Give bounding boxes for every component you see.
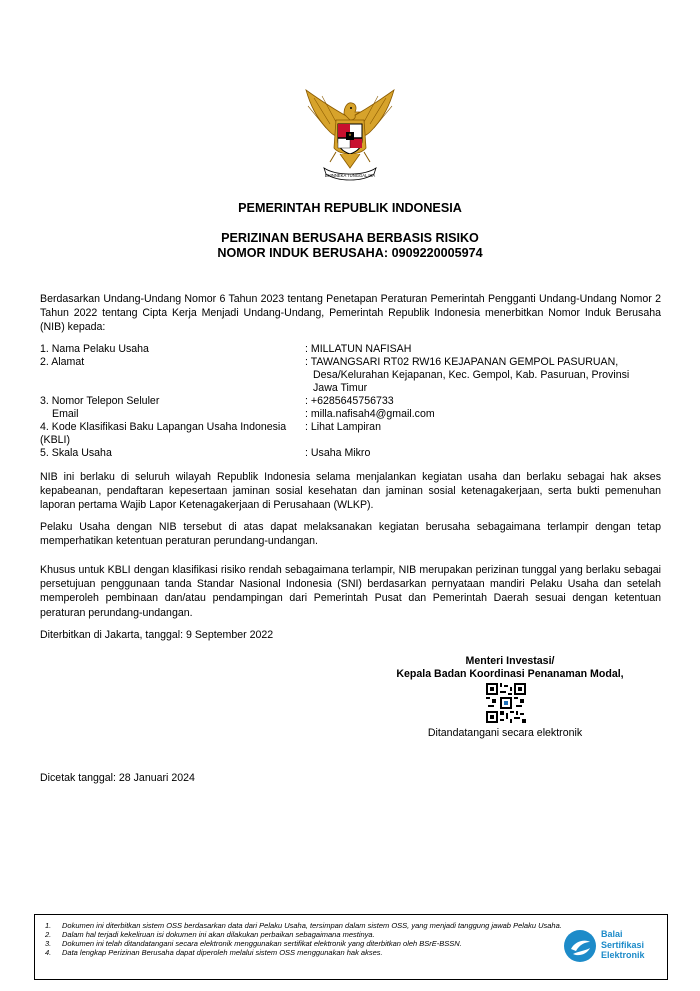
intro-paragraph: Berdasarkan Undang-Undang Nomor 6 Tahun 2023 tentang Penetapan Peraturan Pemerintah Pengganti Undang-Undang Nomor 2 Tahun 2022 tentang Cipta Kerja Menjadi Undang-Undang, Pemerintah Republik Indonesia menerbitkan Nomor Induk Berusaha (NIB) kepada: [40, 293, 661, 334]
detail-label: 5. Skala Usaha [40, 447, 112, 459]
government-title: PEMERINTAH REPUBLIK INDONESIA [238, 201, 462, 215]
validity-paragraph: NIB ini berlaku di seluruh wilayah Republik Indonesia selama menjalankan kegiatan usaha dan berlaku sebagai hak akses kepabeanan, pendaftaran kepesertaan jaminan sosial kesehatan dan jaminan sosial ketenagakerjaan, serta bukti pemenuhan laporan pertama Wajib Lapor Ketenagakerjaan di Perusahaan (WLKP). [40, 471, 661, 512]
detail-row-kbli [40, 421, 661, 447]
footer-note: 4. Data lengkap Perizinan Berusaha dapat diperoleh melalui sistem OSS menggunakan hak akses. [45, 948, 383, 957]
detail-row-email [40, 408, 661, 421]
detail-row-name [40, 343, 661, 356]
detail-label: 1. Nama Pelaku Usaha [40, 343, 149, 355]
detail-label: 3. Nomor Telepon Seluler [40, 395, 160, 407]
footer-notes-list [45, 921, 565, 957]
detail-value: : TAWANGSARI RT02 RW16 KEJAPANAN GEMPOL PASURUAN, [305, 356, 619, 368]
garuda-emblem-icon [300, 88, 400, 184]
detail-value: : Usaha Mikro [305, 447, 371, 459]
document-title: PERIZINAN BERUSAHA BERBASIS RISIKO [221, 231, 479, 245]
detail-label: 4. Kode Klasifikasi Baku Lapangan Usaha Indonesia (KBLI) [40, 421, 287, 446]
bsre-logo-text: Balai Sertifikasi Elektronik [601, 929, 645, 960]
detail-label: 2. Alamat [40, 356, 85, 368]
detail-value: : MILLATUN NAFISAH [305, 343, 412, 355]
detail-value: : Lihat Lampiran [305, 421, 381, 433]
sni-paragraph: Khusus untuk KBLI dengan klasifikasi risiko rendah sebagaimana terlampir, NIB merupakan perizinan tunggal yang berlaku sebagai persetujuan penggunaan tanda Standar Nasional Indonesia (SNI) berdasarkan pernyataan mandiri Pelaku Usaha dan setelah memperoleh pembinaan dan/atau pendampingan dari Pemerintah Pusat dan Pemerintah Daerah sesuai dengan ketentuan peraturan perundang-undangan. [40, 564, 661, 619]
footer-note: 2. Dalam hal terjadi kekeliruan isi dokumen ini akan dilakukan perbaikan sebagaimana mestinya. [45, 930, 375, 939]
footer-notes-box [34, 914, 668, 980]
nib-number: NOMOR INDUK BERUSAHA: 0909220005974 [217, 246, 483, 260]
detail-row-phone [40, 395, 661, 408]
detail-value-continued: Desa/Kelurahan Kejapanan, Kec. Gempol, Kab. Pasuruan, Provinsi Jawa Timur [313, 369, 630, 394]
detail-row-address [40, 356, 661, 396]
obligation-paragraph: Pelaku Usaha dengan NIB tersebut di atas dapat melaksanakan kegiatan berusaha sebagaimana terlampir dengan tetap memperhatikan ketentuan peraturan perundang-undangan. [40, 521, 661, 548]
footer-note: 3. Dokumen ini telah ditandatangani secara elektronik menggunakan sertifikat elektronik yang diterbitkan oleh BSrE-BSSN. [45, 939, 462, 948]
signatory-title-2: Kepala Badan Koordinasi Penanaman Modal, [396, 668, 624, 680]
bsre-badge-icon [563, 929, 597, 963]
signatory-title-1: Menteri Investasi/ [465, 655, 555, 667]
detail-value: : +6285645756733 [305, 395, 394, 407]
detail-label: Email [52, 408, 79, 420]
footer-note: 1. Dokumen ini diterbitkan sistem OSS berdasarkan data dari Pelaku Usaha, tersimpan dalam sistem OSS, yang menjadi tanggung jawab Pelaku Usaha. [45, 921, 562, 930]
detail-value: : milla.nafisah4@gmail.com [305, 408, 435, 420]
qr-code-icon [486, 683, 526, 723]
emblem-motto: BHINNEKA TUNGGAL IKA [324, 173, 376, 178]
printed-date: Dicetak tanggal: 28 Januari 2024 [40, 772, 195, 784]
issued-date: Diterbitkan di Jakarta, tanggal: 9 September 2022 [40, 629, 274, 641]
electronic-signature-note: Ditandatangani secara elektronik [427, 727, 583, 739]
detail-row-scale [40, 447, 661, 460]
bsre-logo [563, 927, 658, 967]
